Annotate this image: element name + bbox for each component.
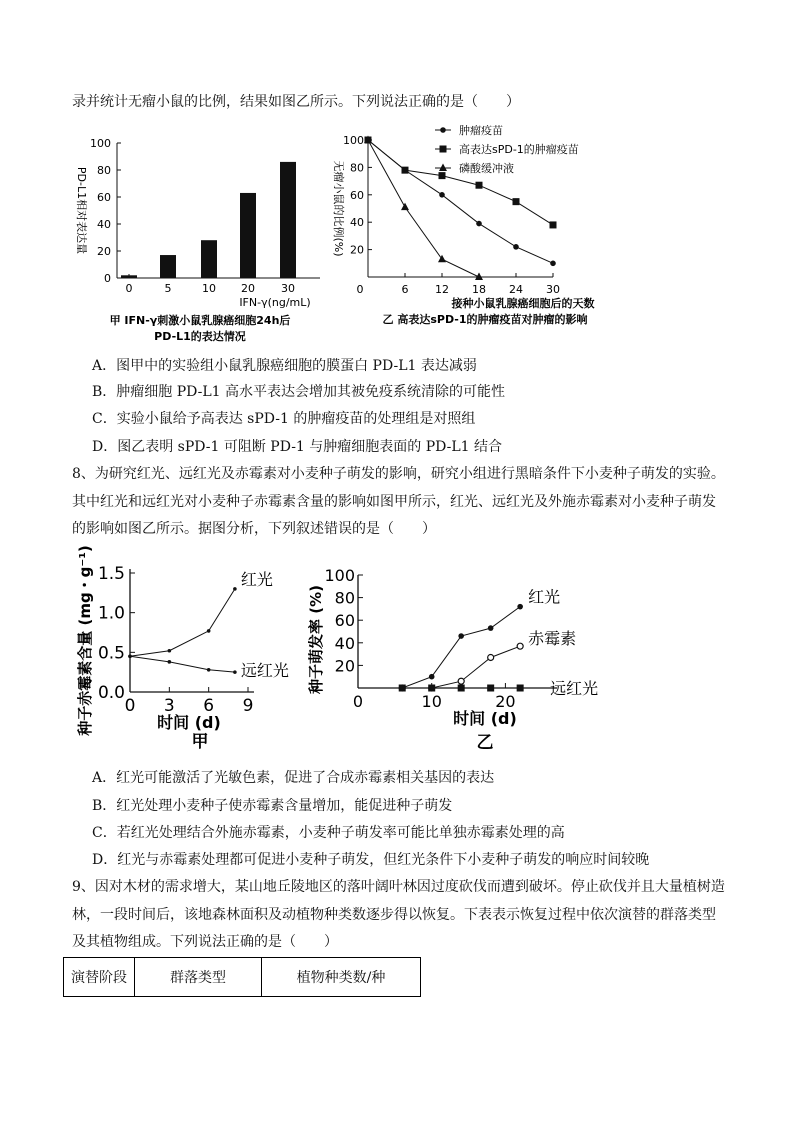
y-tick-label: 80 (97, 164, 111, 177)
chart2-caption: 乙 高表达sPD-1的肿瘤疫苗对肿瘤的影响 (382, 313, 588, 326)
data-point (458, 685, 465, 692)
legend-label: 磷酸缓冲液 (459, 162, 514, 175)
y-tick-label: 20 (97, 245, 111, 258)
data-point (168, 649, 172, 653)
data-point (458, 633, 464, 639)
legend-marker (440, 127, 446, 133)
bar (240, 193, 256, 278)
q8-option-b: B．红光处理小麦种子使赤霉素含量增加，能促进种子萌发 (92, 798, 453, 814)
bar (201, 240, 217, 278)
y-axis-label: 种子萌发率 (%) (307, 585, 325, 694)
x-tick-label: 10 (421, 692, 442, 711)
data-point (476, 182, 483, 189)
series-label: 远红光 (550, 679, 599, 698)
x-tick-label: 12 (435, 283, 449, 296)
x-tick-label: 0 (125, 282, 133, 295)
y-tick-label: 60 (350, 188, 364, 202)
x-tick-label: 6 (401, 283, 409, 296)
series-line (130, 656, 235, 672)
data-point (439, 192, 445, 198)
bar (160, 255, 176, 278)
y-tick-label: 100 (324, 566, 355, 585)
data-point (550, 221, 557, 228)
data-point (128, 655, 132, 659)
data-point (428, 685, 435, 692)
chart4-caption: 乙 (476, 733, 494, 753)
x-tick-label: 24 (509, 283, 523, 296)
data-point (399, 685, 406, 692)
data-point (517, 643, 523, 649)
q7-option-a: A．图甲中的实验组小鼠乳腺癌细胞的膜蛋白 PD-L1 表达减弱 (92, 358, 477, 374)
y-axis-label: PD-L1相对表达量 (75, 166, 88, 255)
y-tick-label: 80 (334, 588, 355, 608)
data-point (402, 167, 409, 174)
ifn-bar-chart (70, 128, 330, 353)
q9-line-2: 林，一段时间后，该地森林面积及动植物种类数逐步得以恢复。下表表示恢复过程中依次演替的群落类型 (72, 907, 716, 923)
table-header-species: 植物种类数/种 (262, 958, 421, 997)
q8-option-c: C．若红光处理结合外施赤霉素，小麦种子萌发率可能比单独赤霉素处理的高 (92, 825, 565, 841)
series-label: 赤霉素 (528, 629, 577, 649)
q7-option-c: C．实验小鼠给予高表达 sPD-1 的肿瘤疫苗的处理组是对照组 (92, 411, 476, 427)
q8-line-3: 的影响如图乙所示。据图分析，下列叙述错误的是（ ） (72, 521, 436, 537)
legend-marker (440, 146, 447, 153)
data-point (233, 587, 237, 591)
x-tick-label: 6 (203, 696, 215, 716)
data-point (488, 625, 494, 631)
y-tick-label: 80 (350, 161, 364, 175)
data-point (475, 273, 483, 281)
data-point (401, 203, 409, 211)
x-axis-label: 时间 (d) (453, 709, 517, 728)
q9-line-3: 及其植物组成。下列说法正确的是（ ） (72, 934, 338, 950)
x-tick-label: 20 (495, 692, 516, 711)
succession-table (63, 957, 421, 997)
data-point (207, 668, 211, 672)
series-line (368, 140, 553, 263)
x-tick-label: 10 (202, 282, 216, 295)
series-line (130, 589, 235, 656)
y-tick-label: 1.0 (97, 603, 125, 624)
x-tick-label: 0 (124, 696, 136, 716)
table-header-row (64, 958, 421, 997)
legend-marker (439, 164, 447, 172)
x-tick-label: 5 (164, 282, 172, 295)
q8-option-d: D．红光与赤霉素处理都可促进小麦种子萌发，但红光条件下小麦种子萌发的响应时间较晚 (92, 852, 650, 868)
data-point (513, 198, 520, 205)
q8-line-2: 其中红光和远红光对小麦种子赤霉素含量的影响如图甲所示，红光、远红光及外施赤霉素对小麦种子萌发 (72, 494, 716, 510)
data-point (517, 604, 523, 610)
data-point (488, 654, 494, 660)
bar (121, 275, 137, 278)
y-tick-label: 40 (350, 216, 364, 230)
legend-label: 高表达sPD-1的肿瘤疫苗 (459, 143, 579, 156)
y-tick-label: 0.5 (97, 643, 125, 664)
y-axis-label: 无瘤小鼠的比例(%) (332, 160, 345, 257)
q7-option-d: D．图乙表明 sPD-1 可阻断 PD-1 与肿瘤细胞表面的 PD-L1 结合 (92, 439, 503, 455)
series-label: 红光 (528, 587, 561, 607)
data-point (233, 670, 237, 674)
chart1-caption-line1: 甲 IFN-γ刺激小鼠乳腺癌细胞24h后 (109, 314, 291, 327)
data-point (517, 685, 524, 692)
q8-option-a: A．红光可能激活了光敏色素，促进了合成赤霉素相关基因的表达 (92, 770, 495, 786)
series-line (368, 140, 479, 277)
y-tick-label: 60 (334, 611, 355, 631)
data-point (513, 244, 519, 250)
bar (280, 162, 296, 278)
legend-label: 肿瘤疫苗 (459, 125, 503, 137)
table-header-community: 群落类型 (135, 958, 262, 997)
y-tick-label: 0 (104, 272, 111, 285)
q9-line-1: 9、因对木材的需求增大，某山地丘陵地区的落叶阔叶林因过度砍伐而遭到破坏。停止砍伐并且大量植树造 (72, 879, 725, 895)
data-point (476, 221, 482, 227)
chart3-caption: 甲 (191, 732, 209, 752)
data-point (550, 261, 556, 267)
y-tick-label: 60 (97, 191, 111, 204)
y-tick-label: 40 (334, 633, 355, 653)
data-point (439, 172, 446, 179)
q8-line-1: 8、为研究红光、远红光及赤霉素对小麦种子萌发的影响，研究小组进行黑暗条件下小麦种子萌发的实验。 (72, 466, 725, 482)
x-axis-label: 时间 (d) (157, 713, 221, 732)
x-axis-label: 接种小鼠乳腺癌细胞后的天数 (451, 297, 595, 310)
x-tick-label: 0 (356, 283, 364, 296)
series-label: 红光 (240, 569, 273, 589)
series-line (358, 607, 520, 688)
y-tick-label: 100 (343, 134, 364, 147)
y-tick-label: 0.0 (97, 683, 125, 703)
y-tick-label: 20 (350, 243, 364, 257)
data-point (429, 674, 435, 680)
y-tick-label: 100 (90, 137, 111, 150)
q7-option-b: B．肿瘤细胞 PD-L1 高水平表达会增加其被免疫系统清除的可能性 (92, 384, 506, 400)
x-tick-label: 0 (352, 692, 364, 711)
y-tick-label: 40 (97, 218, 111, 231)
data-point (168, 660, 172, 664)
series-label: 远红光 (240, 661, 289, 681)
x-tick-label: 9 (242, 696, 254, 716)
data-point (458, 678, 464, 684)
data-point (487, 685, 494, 692)
x-tick-label: 18 (472, 283, 486, 296)
chart1-caption-line2: PD-L1的表达情况 (154, 330, 246, 343)
x-tick-label: 20 (241, 282, 255, 295)
x-tick-label: 3 (163, 696, 175, 716)
x-tick-label: 30 (546, 283, 560, 296)
gibberellin-content-chart (70, 545, 330, 755)
y-tick-label: 20 (334, 656, 355, 676)
q7-intro: 录并统计无瘤小鼠的比例，结果如图乙所示。下列说法正确的是（ ） (72, 94, 520, 110)
y-tick-label: 1.5 (97, 564, 125, 584)
x-tick-label: 30 (281, 282, 295, 295)
tumor-free-line-chart (325, 125, 645, 335)
y-axis-label: 种子赤霉素含量 (mg・g⁻¹) (76, 545, 94, 736)
germination-rate-chart (305, 560, 645, 755)
table-header-stage: 演替阶段 (64, 958, 135, 997)
x-axis-label: IFN-γ(ng/mL) (239, 296, 311, 309)
data-point (207, 629, 211, 633)
